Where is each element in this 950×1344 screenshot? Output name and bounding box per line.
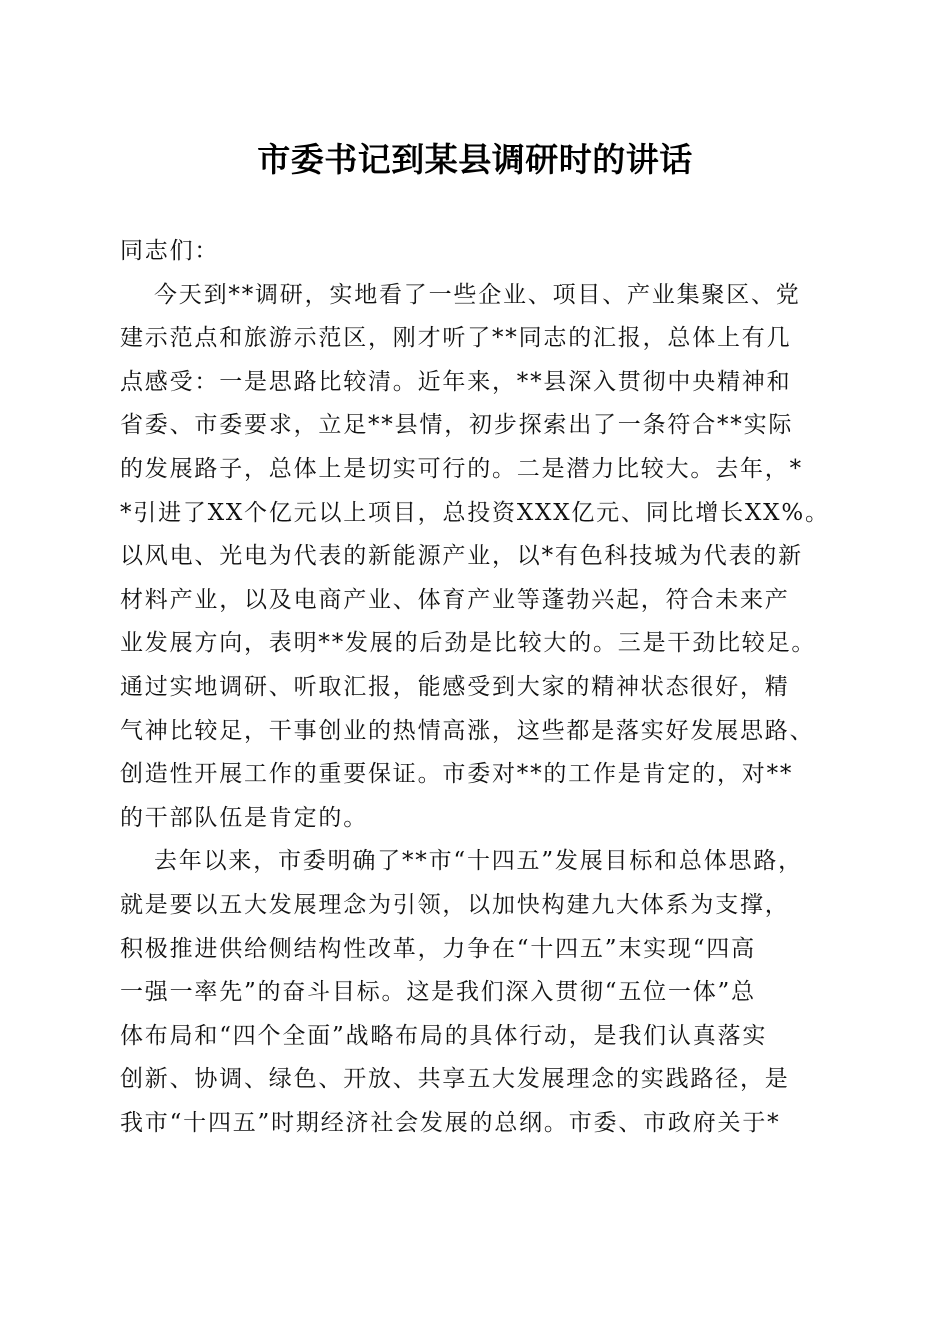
document-body (120, 230, 832, 1145)
paragraph-1-line: 业发展方向，表明**发展的后劲是比较大的。三是干劲比较足。 (120, 630, 817, 657)
paragraph-1-line: 省委、市委要求，立足**县情，初步探索出了一条符合**实际 (120, 412, 794, 439)
paragraph-1-line: 点感受：一是思路比较清。近年来，**县深入贯彻中央精神和 (120, 368, 792, 395)
paragraph-1-line: 今天到**调研，实地看了一些企业、项目、产业集聚区、党 (154, 281, 801, 308)
paragraph-1-line: 的干部队伍是肯定的。 (120, 804, 368, 831)
paragraph-1-line: *引进了XX个亿元以上项目，总投资XXX亿元、同比增长XX%。 (120, 499, 830, 526)
paragraph-2-line: 去年以来，市委明确了**市“十四五”发展目标和总体思路， (154, 848, 803, 875)
salutation: 同志们： (120, 238, 220, 264)
paragraph-1-line: 材料产业，以及电商产业、体育产业等蓬勃兴起，符合未来产 (120, 586, 790, 613)
paragraph-1-line: 以风电、光电为代表的新能源产业，以*有色科技城为代表的新 (120, 543, 803, 570)
paragraph-2-line: 积极推进供给侧结构性改革，力争在“十四五”末实现“四高 (120, 935, 756, 962)
paragraph-1-line: 的发展路子，总体上是切实可行的。二是潜力比较大。去年，* (120, 455, 803, 482)
paragraph-2-line: 一强一率先”的奋斗目标。这是我们深入贯彻“五位一体”总 (120, 979, 756, 1006)
paragraph-2-line: 就是要以五大发展理念为引领，以加快构建九大体系为支撑， (120, 891, 790, 918)
paragraph-1-line: 创造性开展工作的重要保证。市委对**的工作是肯定的，对** (120, 761, 794, 788)
paragraph-2-line: 创新、协调、绿色、开放、共享五大发展理念的实践路径，是 (120, 1066, 790, 1093)
paragraph-1-line: 气神比较足，干事创业的热情高涨，这些都是落实好发展思路、 (120, 717, 815, 744)
paragraph-1-line: 通过实地调研、听取汇报，能感受到大家的精神状态很好，精 (120, 673, 790, 700)
paragraph-2-line: 体布局和“四个全面”战略布局的具体行动，是我们认真落实 (120, 1022, 768, 1049)
paragraph-2-line: 我市“十四五”时期经济社会发展的总纲。市委、市政府关于* (120, 1109, 781, 1136)
paragraph-1-line: 建示范点和旅游示范区，刚才听了**同志的汇报，总体上有几 (120, 325, 792, 352)
document-title: 市委书记到某县调研时的讲话 (257, 140, 693, 179)
